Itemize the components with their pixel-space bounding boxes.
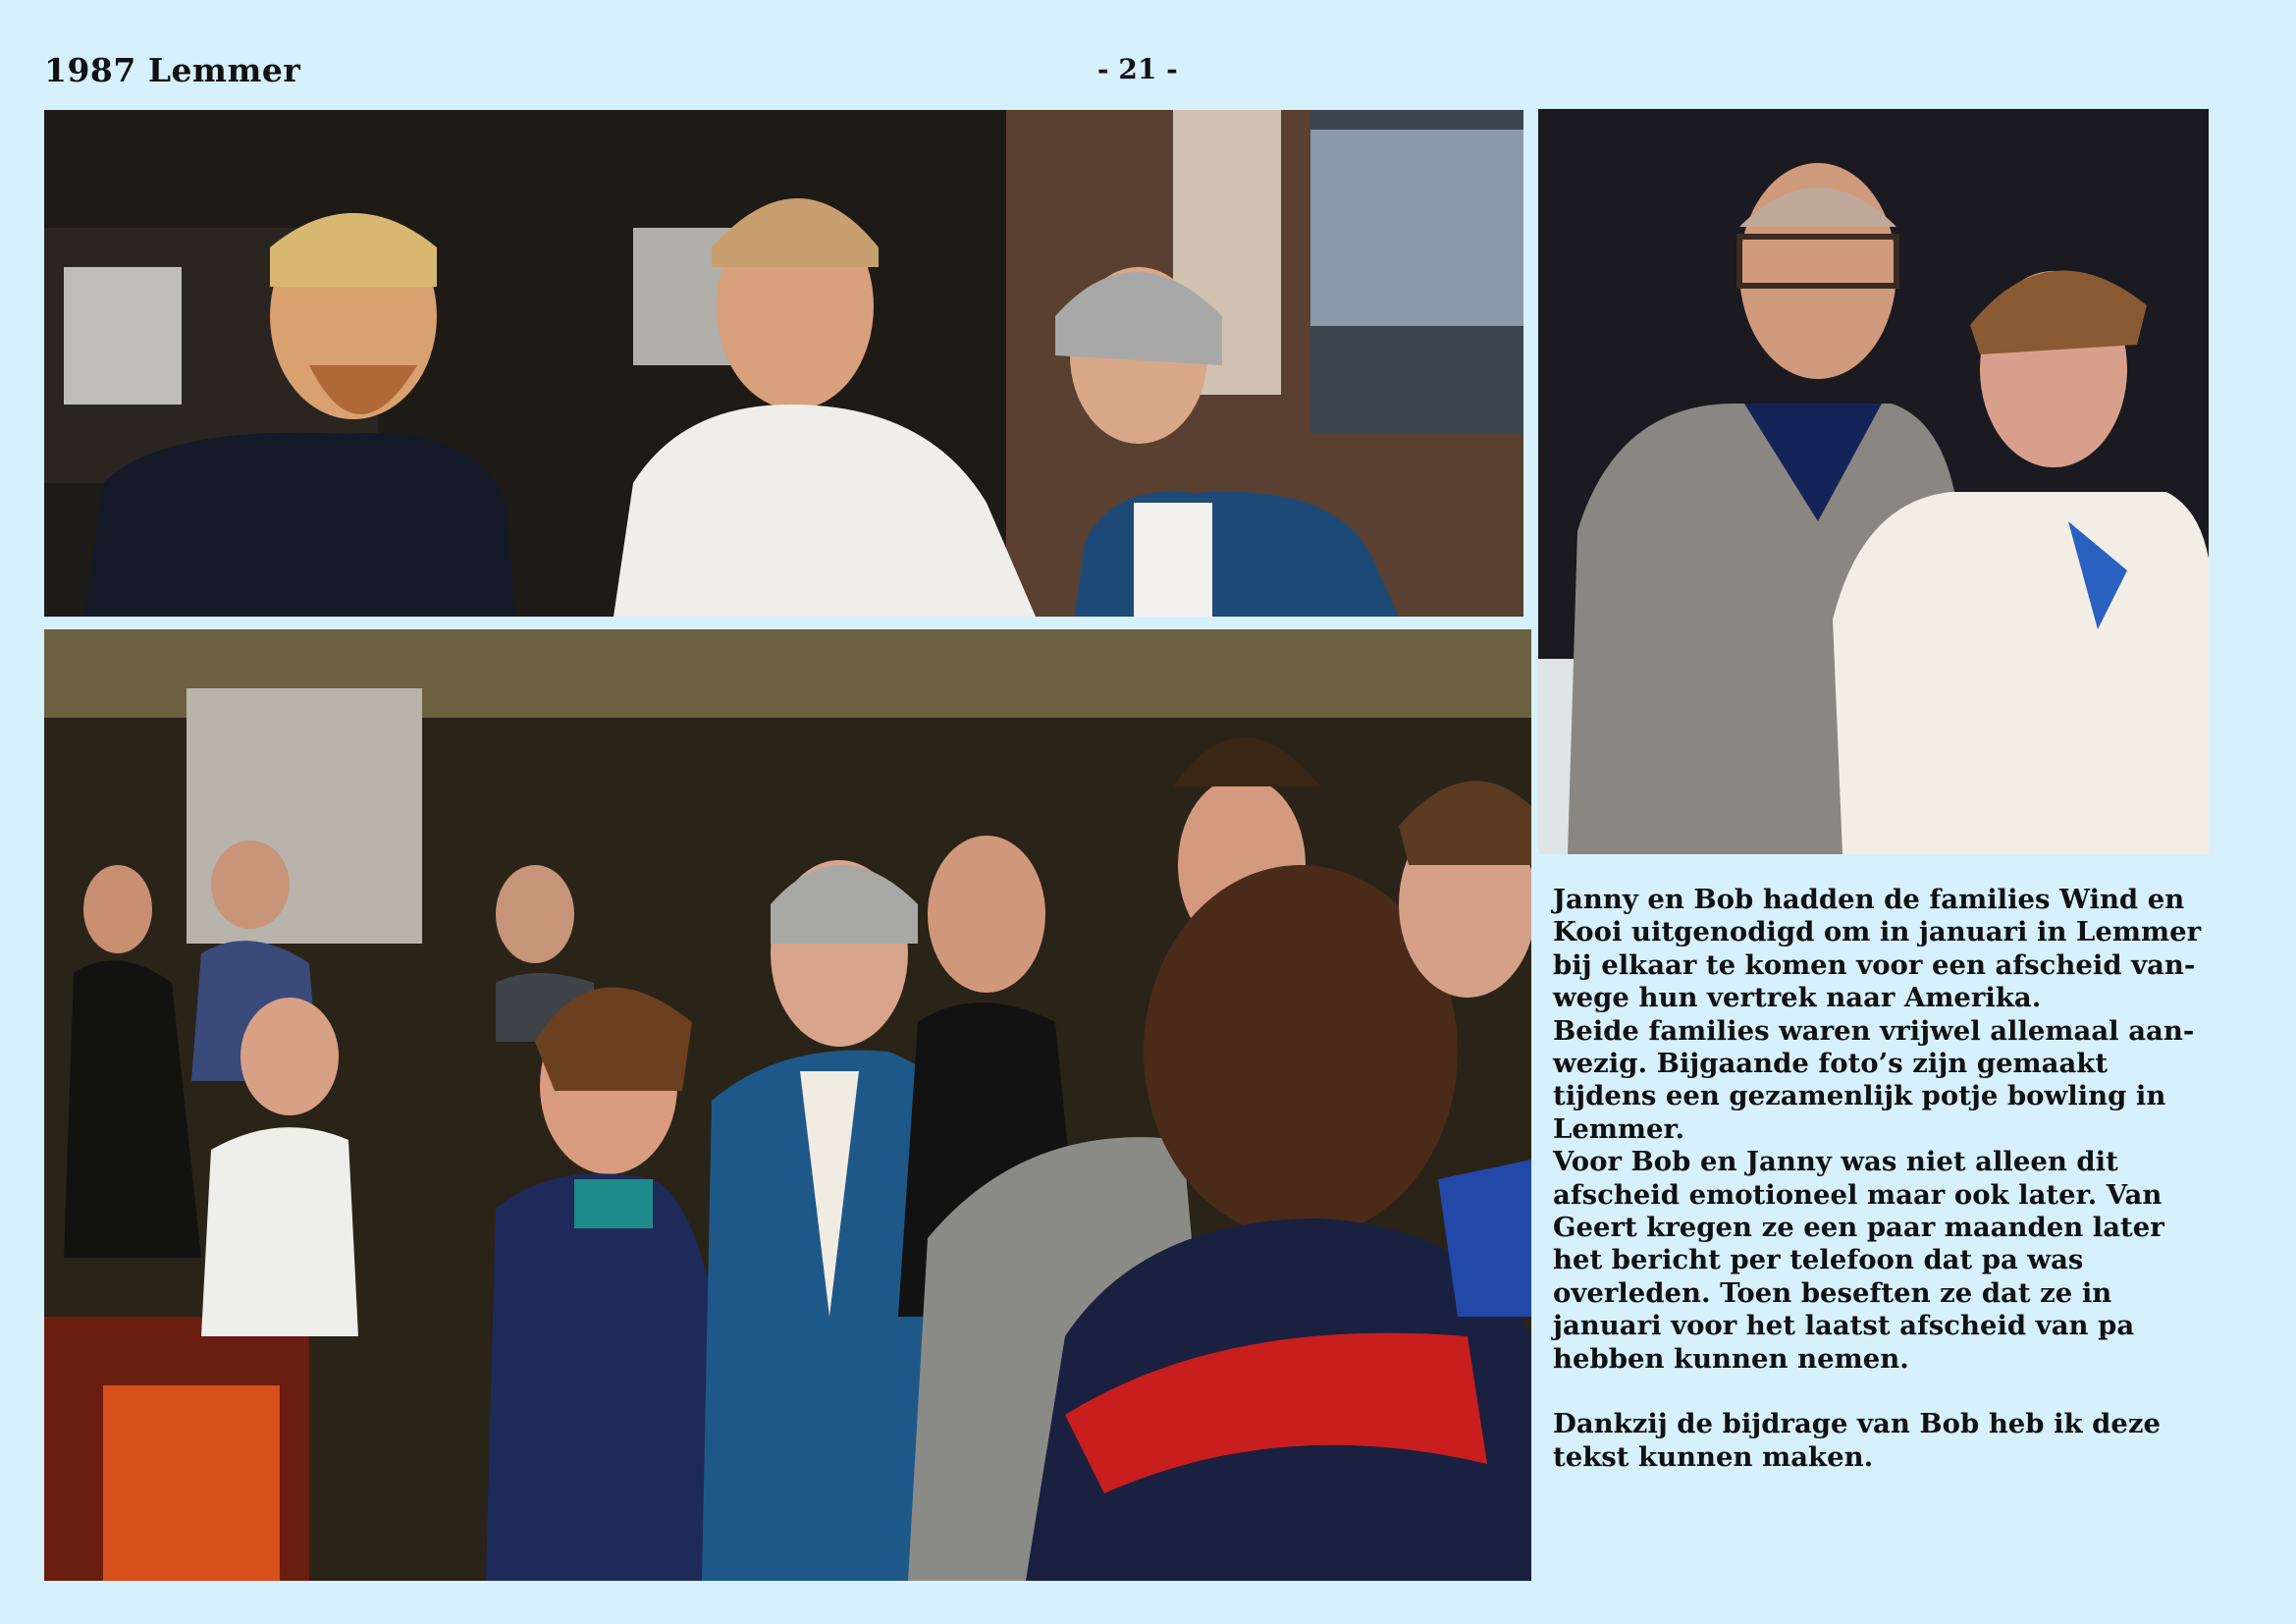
- photo-three-people-at-table: [44, 110, 1523, 617]
- caption-text: [1553, 884, 2279, 1474]
- page-title: 1987 Lemmer: [44, 51, 301, 89]
- photo-family-group: [44, 629, 1531, 1581]
- photo-older-couple: [1538, 109, 2209, 854]
- caption-paragraph-1: Janny en Bob hadden de families Wind en Kooi uitgenodigd om in januari in Lemmer bij elkaar te komen voor een afscheid van- wege hun vertrek naar Amerika. Beide families waren vrijwel allemaal aan- wezig. Bijgaande foto’s zijn gemaakt tijdens een gezamenlijk potje bowling in Lemmer. Voor Bob en Janny was niet alleen dit afscheid emotioneel maar ook later. Van Geert kregen ze een paar maanden later het bericht per telefoon dat pa was overleden. Toen beseften ze dat ze in januari voor het laatst afscheid van pa hebben kunnen nemen.: [1553, 884, 2202, 1375]
- caption-paragraph-2: Dankzij de bijdrage van Bob heb ik deze tekst kunnen maken.: [1553, 1408, 2162, 1473]
- page-number: - 21 -: [1097, 53, 1178, 85]
